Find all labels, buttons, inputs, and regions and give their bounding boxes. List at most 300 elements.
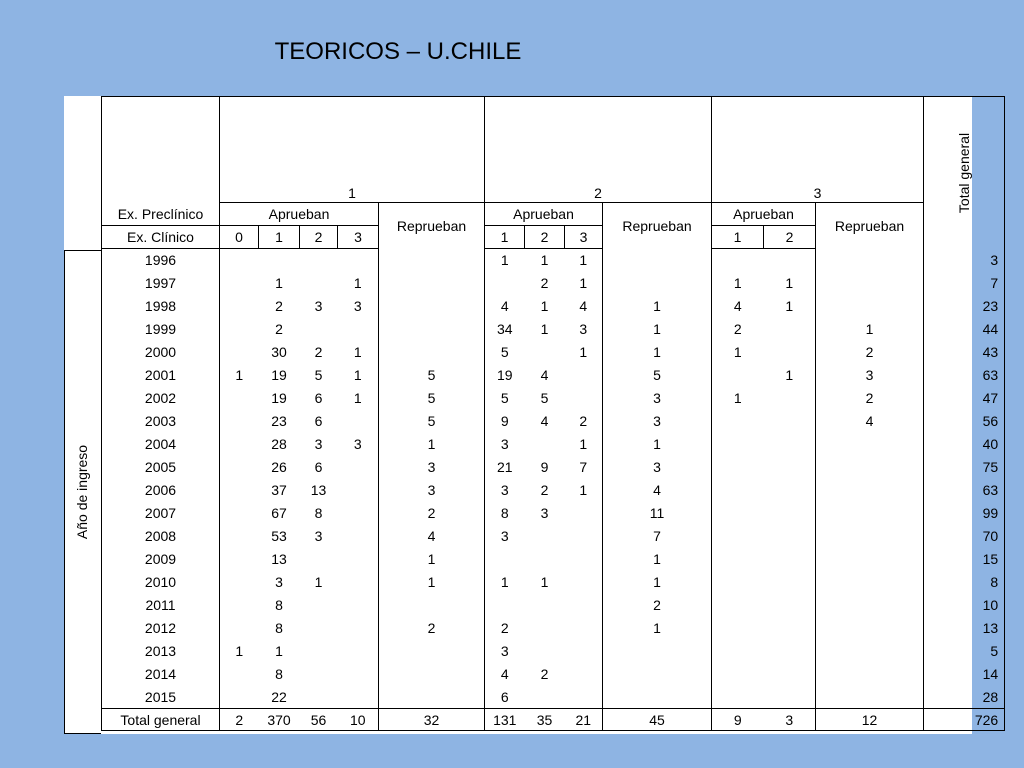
cell-g3-2 [764, 548, 816, 571]
cell-g3-1 [712, 663, 764, 686]
reprueban-header-2: Reprueban [603, 203, 712, 249]
cell-total: 63 [924, 479, 1005, 502]
cell-total: 70 [924, 525, 1005, 548]
cell-g2-reprueban: 11 [603, 502, 712, 525]
cell-g2-3 [565, 502, 603, 525]
cell-g2-1 [485, 272, 525, 295]
totals-row [102, 709, 1005, 731]
cell-g2-2: 4 [540, 367, 549, 383]
cell-year: 2006 [102, 479, 220, 502]
cell-g1-2 [300, 548, 338, 571]
cell-g1-reprueban [379, 249, 485, 272]
total-cell-g1-reprueban: 32 [379, 709, 485, 731]
cell-g1-reprueban [379, 272, 485, 295]
cell-g1-2: 1 [314, 574, 323, 590]
cell-g3-reprueban: 2 [816, 341, 924, 364]
total-cell-g2-reprueban: 45 [603, 709, 712, 731]
cell-g1-1: 30 [271, 344, 287, 360]
cell-g2-3: 3 [579, 321, 588, 337]
cell-g1-3: 1 [353, 367, 362, 383]
total-cell-g3-1: 9 [712, 709, 764, 731]
cell-g2-1: 34 [485, 318, 525, 341]
sub-header-g2-1: 1 [485, 226, 525, 249]
cell-g3-1: 1 [712, 387, 764, 410]
cell-g3-2 [764, 640, 816, 663]
cell-g1-1: 8 [275, 597, 283, 613]
cell-g1-1: 1 [275, 275, 283, 291]
cell-g2-1: 6 [485, 686, 525, 709]
cell-g2-3: 1 [579, 252, 588, 269]
table-row [102, 272, 1005, 295]
table-row [102, 318, 1005, 341]
cell-g2-3 [565, 387, 603, 410]
cell-g1-3 [338, 617, 379, 640]
cell-g1-0 [220, 433, 259, 456]
table-row [102, 663, 1005, 686]
cell-g1-1: 19 [271, 390, 287, 406]
cell-g3-2 [764, 479, 816, 502]
cell-year: 2003 [102, 410, 220, 433]
cell-g1-0 [220, 617, 259, 640]
cell-g1-0 [220, 525, 259, 548]
cell-g1-reprueban [379, 640, 485, 663]
cell-g1-3 [338, 525, 379, 548]
cell-g3-reprueban [816, 686, 924, 709]
cell-g1-1: 28 [271, 436, 287, 452]
reprueban-header-3: Reprueban [816, 203, 924, 249]
cell-total: 56 [924, 410, 1005, 433]
table-row [102, 387, 1005, 410]
cell-g2-3 [565, 640, 603, 663]
table-row [102, 479, 1005, 502]
cell-g2-2 [525, 433, 565, 456]
cell-g2-2: 1 [540, 574, 549, 590]
cell-g2-reprueban: 1 [603, 571, 712, 594]
cell-g1-2: 6 [314, 459, 323, 475]
cell-g1-0 [220, 295, 259, 318]
cell-g1-3 [338, 318, 379, 341]
cell-total: 75 [924, 456, 1005, 479]
cell-g1-reprueban: 1 [379, 433, 485, 456]
cell-g1-0 [220, 341, 259, 364]
cell-g1-3 [338, 663, 379, 686]
cell-g3-1 [712, 617, 764, 640]
cell-g1-2: 6 [314, 390, 323, 406]
cell-g3-1 [712, 433, 764, 456]
cell-g2-1: 3 [485, 640, 525, 663]
sub-header-g1-1: 1 [259, 226, 300, 249]
table-row [102, 594, 1005, 617]
cell-g3-1: 1 [712, 341, 764, 364]
cell-g2-1: 4 [485, 295, 525, 318]
cell-g1-0 [220, 479, 259, 502]
cell-g3-reprueban [816, 525, 924, 548]
cell-g1-reprueban: 3 [379, 456, 485, 479]
sub-header-g2-2: 2 [525, 226, 565, 249]
cell-g2-3 [565, 663, 603, 686]
cell-g2-3 [565, 525, 603, 548]
cell-g1-2: 3 [314, 298, 323, 314]
cell-g3-reprueban [816, 594, 924, 617]
cell-g3-reprueban [816, 502, 924, 525]
cell-g1-0 [220, 502, 259, 525]
cell-g1-reprueban [379, 594, 485, 617]
cell-g2-2 [525, 640, 565, 663]
cell-g1-reprueban: 5 [379, 387, 485, 410]
slide-title: TEORICOS – U.CHILE [274, 38, 522, 65]
cell-year: 2001 [102, 364, 220, 387]
cell-g1-0 [220, 272, 259, 295]
cell-g2-reprueban: 7 [603, 525, 712, 548]
cell-g1-reprueban: 4 [379, 525, 485, 548]
total-cell-g2-2: 35 [525, 709, 565, 731]
cell-g1-1: 26 [271, 459, 287, 475]
cell-g2-reprueban [603, 663, 712, 686]
cell-g3-reprueban [816, 479, 924, 502]
cell-g3-reprueban: 4 [816, 410, 924, 433]
cell-g2-2: 2 [540, 666, 549, 682]
cell-g1-reprueban [379, 295, 485, 318]
table-row [102, 364, 1005, 387]
group-header-1: 1 [220, 97, 485, 203]
cell-total: 8 [924, 571, 1005, 594]
cell-total: 40 [924, 433, 1005, 456]
cell-g2-1: 9 [485, 410, 525, 433]
table-row [102, 249, 1005, 272]
cell-total: 3 [924, 249, 1005, 272]
table-row [102, 295, 1005, 318]
cell-g3-2 [764, 387, 816, 410]
cell-g3-1 [712, 502, 764, 525]
cell-g3-2 [764, 456, 816, 479]
cell-g3-1 [712, 571, 764, 594]
cell-total: 63 [924, 364, 1005, 387]
total-cell-year: Total general [102, 709, 220, 731]
cell-year: 1997 [102, 272, 220, 295]
cell-g1-1: 37 [271, 482, 287, 498]
table-row [102, 686, 1005, 709]
cell-year: 2013 [102, 640, 220, 663]
cell-year: 2014 [102, 663, 220, 686]
cell-g1-3 [338, 548, 379, 571]
cell-g3-reprueban [816, 617, 924, 640]
table-row [102, 617, 1005, 640]
cell-g3-2: 1 [785, 298, 794, 314]
sub-header-g3-2: 2 [764, 226, 816, 249]
cell-g1-2 [300, 640, 338, 663]
cell-total: 14 [924, 663, 1005, 686]
cell-g2-reprueban [603, 249, 712, 272]
cell-g1-0 [220, 410, 259, 433]
cell-g2-reprueban: 1 [603, 318, 712, 341]
cell-g2-2: 1 [540, 321, 549, 337]
cell-g3-reprueban [816, 456, 924, 479]
cell-total: 15 [924, 548, 1005, 571]
cell-g1-reprueban: 5 [379, 364, 485, 387]
cell-g2-2: 5 [540, 390, 549, 406]
reprueban-header-1: Reprueban [379, 203, 485, 249]
cell-total: 13 [924, 617, 1005, 640]
cell-g2-reprueban [603, 686, 712, 709]
cell-g3-2 [764, 571, 816, 594]
cell-g1-1: 8 [275, 666, 283, 682]
cell-g2-reprueban: 1 [603, 341, 712, 364]
cell-g1-2: 3 [314, 436, 323, 452]
cell-g1-1: 19 [271, 367, 287, 383]
cell-g3-2 [764, 410, 816, 433]
cell-year: 2005 [102, 456, 220, 479]
table-row [102, 525, 1005, 548]
cell-g1-0 [220, 571, 259, 594]
cell-g3-1 [712, 456, 764, 479]
cell-g2-3 [565, 571, 603, 594]
cell-g3-1 [712, 410, 764, 433]
sub-header-g1-2: 2 [300, 226, 338, 249]
cell-total: 44 [924, 318, 1005, 341]
cell-g1-3: 3 [353, 436, 362, 452]
cell-g1-0 [220, 548, 259, 571]
cell-g2-2 [525, 548, 565, 571]
pivot-table [101, 96, 1005, 731]
cell-g3-1: 1 [712, 272, 764, 295]
cell-g1-reprueban [379, 663, 485, 686]
cell-g3-reprueban: 1 [816, 318, 924, 341]
cell-year: 2015 [102, 686, 220, 709]
cell-g2-1: 5 [485, 387, 525, 410]
table-row [102, 433, 1005, 456]
cell-year: 1999 [102, 318, 220, 341]
cell-g1-3: 1 [353, 344, 362, 360]
cell-g1-2: 6 [314, 413, 323, 429]
cell-year: 2012 [102, 617, 220, 640]
cell-total: 10 [924, 594, 1005, 617]
cell-g1-1: 67 [271, 505, 287, 521]
cell-g2-2: 2 [540, 275, 549, 291]
cell-g1-1: 3 [275, 574, 283, 590]
cell-g2-3: 1 [579, 482, 588, 498]
cell-g1-3: 3 [353, 298, 362, 314]
cell-g2-2: 4 [540, 413, 549, 429]
cell-g3-2 [764, 525, 816, 548]
cell-g3-2 [764, 318, 816, 341]
cell-g2-3 [565, 686, 603, 709]
cell-g2-1 [485, 594, 525, 617]
cell-g2-3: 4 [579, 298, 588, 314]
table-row [102, 456, 1005, 479]
table-row [102, 410, 1005, 433]
cell-year: 2004 [102, 433, 220, 456]
cell-g1-reprueban: 3 [379, 479, 485, 502]
cell-g1-2: 13 [310, 482, 327, 498]
cell-g2-3 [565, 364, 603, 387]
cell-g2-reprueban: 1 [603, 433, 712, 456]
total-cell-g2-1: 131 [485, 709, 525, 731]
cell-g3-reprueban: 2 [816, 387, 924, 410]
total-cell-g3-2: 3 [764, 709, 816, 731]
cell-g1-reprueban: 1 [379, 571, 485, 594]
cell-g3-2 [764, 249, 816, 272]
cell-g2-reprueban: 4 [603, 479, 712, 502]
cell-g2-1: 21 [485, 456, 525, 479]
cell-g1-3 [338, 594, 379, 617]
cell-g2-reprueban: 5 [603, 364, 712, 387]
cell-g2-3 [565, 594, 603, 617]
cell-g2-2: 3 [540, 505, 549, 521]
cell-g2-reprueban: 3 [603, 387, 712, 410]
cell-g1-0 [220, 594, 259, 617]
cell-total: 47 [924, 387, 1005, 410]
cell-g1-2 [300, 686, 338, 709]
cell-g2-reprueban: 1 [603, 617, 712, 640]
sub-header-g2-3: 3 [565, 226, 603, 249]
cell-g1-3 [338, 479, 379, 502]
aprueban-header-1: Aprueban [220, 203, 379, 226]
cell-g3-1 [712, 249, 764, 272]
cell-g3-reprueban [816, 640, 924, 663]
cell-g3-1 [712, 525, 764, 548]
cell-g2-reprueban: 1 [603, 548, 712, 571]
cell-g1-2 [300, 272, 338, 295]
cell-g3-1 [712, 479, 764, 502]
cell-year: 2008 [102, 525, 220, 548]
cell-g3-reprueban [816, 249, 924, 272]
cell-g1-reprueban [379, 686, 485, 709]
cell-g2-reprueban: 2 [603, 594, 712, 617]
cell-year: 2010 [102, 571, 220, 594]
cell-g2-reprueban: 3 [603, 456, 712, 479]
table-row [102, 571, 1005, 594]
cell-g1-3: 1 [353, 390, 362, 406]
cell-g2-3: 1 [579, 275, 588, 291]
aprueban-header-2: Aprueban [485, 203, 603, 226]
cell-g2-3 [565, 617, 603, 640]
cell-g1-1: 13 [271, 551, 287, 567]
cell-g3-2 [764, 502, 816, 525]
cell-g3-reprueban [816, 272, 924, 295]
cell-g1-2: 3 [314, 528, 323, 544]
cell-g3-1 [712, 364, 764, 387]
aprueban-header-3: Aprueban [712, 203, 816, 226]
cell-g3-2: 1 [785, 367, 794, 383]
cell-year: 1996 [102, 249, 220, 272]
cell-year: 2007 [102, 502, 220, 525]
cell-g2-reprueban [603, 640, 712, 663]
table-row [102, 502, 1005, 525]
cell-g1-0 [220, 387, 259, 410]
cell-g2-reprueban: 3 [603, 410, 712, 433]
preclinico-label: Ex. Preclínico [102, 203, 220, 226]
cell-total: 5 [924, 640, 1005, 663]
cell-g2-2: 9 [540, 459, 549, 475]
cell-total: 99 [924, 502, 1005, 525]
table-row [102, 341, 1005, 364]
cell-g2-2 [525, 594, 565, 617]
cell-g3-1 [712, 548, 764, 571]
cell-g2-2: 2 [540, 482, 549, 498]
cell-g3-reprueban [816, 663, 924, 686]
cell-g3-2 [764, 433, 816, 456]
cell-g2-1: 2 [485, 617, 525, 640]
cell-g1-3 [338, 686, 379, 709]
table-row [102, 640, 1005, 663]
cell-g3-1 [712, 640, 764, 663]
side-label [64, 250, 101, 734]
total-cell-g2-3: 21 [565, 709, 603, 731]
cell-g2-1 [485, 548, 525, 571]
cell-g1-reprueban [379, 341, 485, 364]
cell-year: 2002 [102, 387, 220, 410]
cell-g2-1: 5 [485, 341, 525, 364]
cell-g1-reprueban: 2 [379, 502, 485, 525]
cell-g2-1: 1 [485, 571, 525, 594]
side-label-text: Año de ingreso [74, 444, 91, 540]
cell-g2-1: 3 [485, 479, 525, 502]
cell-g3-1: 2 [712, 318, 764, 341]
cell-g2-2 [525, 525, 565, 548]
cell-g1-2 [300, 663, 338, 686]
sub-header-g1-0: 0 [220, 226, 259, 249]
cell-g1-0 [220, 663, 259, 686]
clinico-label: Ex. Clínico [102, 226, 220, 249]
cell-g2-1: 8 [485, 502, 525, 525]
cell-g1-0 [220, 318, 259, 341]
cell-g2-3: 7 [579, 459, 588, 475]
cell-g1-reprueban: 2 [379, 617, 485, 640]
cell-g2-1: 3 [485, 525, 525, 548]
cell-g1-0 [220, 249, 259, 272]
cell-g2-2 [525, 341, 565, 364]
cell-g2-1: 1 [485, 249, 525, 272]
table-row [102, 548, 1005, 571]
cell-total: 28 [924, 686, 1005, 709]
cell-g1-1: 23 [271, 413, 287, 429]
cell-g2-reprueban: 1 [603, 295, 712, 318]
cell-total: 43 [924, 341, 1005, 364]
total-general-header [924, 97, 1005, 249]
total-cell-g3-reprueban: 12 [816, 709, 924, 731]
cell-g1-reprueban: 1 [379, 548, 485, 571]
cell-g3-reprueban [816, 295, 924, 318]
cell-g1-2: 8 [314, 505, 323, 521]
cell-g3-2 [764, 617, 816, 640]
corner-cell [102, 97, 220, 203]
cell-g1-3 [338, 571, 379, 594]
cell-g1-3 [338, 456, 379, 479]
cell-g3-reprueban: 3 [816, 364, 924, 387]
cell-year: 2009 [102, 548, 220, 571]
header-row-groups [102, 97, 1005, 203]
cell-g2-2: 1 [540, 252, 549, 269]
cell-year: 2000 [102, 341, 220, 364]
cell-g3-2 [764, 663, 816, 686]
cell-g1-0: 1 [220, 640, 259, 663]
cell-g1-0: 1 [220, 364, 259, 387]
cell-g1-2 [300, 594, 338, 617]
cell-g3-reprueban [816, 548, 924, 571]
cell-g2-1: 19 [485, 364, 525, 387]
group-header-3: 3 [712, 97, 924, 203]
cell-total: 23 [924, 295, 1005, 318]
cell-g2-2: 1 [540, 298, 549, 314]
cell-g3-1 [712, 686, 764, 709]
total-cell-g1-3: 10 [338, 709, 379, 731]
total-cell-g1-2: 56 [300, 709, 338, 731]
cell-g2-1: 3 [485, 433, 525, 456]
sub-header-g1-3: 3 [338, 226, 379, 249]
cell-g1-2 [300, 318, 338, 341]
cell-g1-1: 2 [275, 321, 283, 337]
cell-g3-reprueban [816, 433, 924, 456]
